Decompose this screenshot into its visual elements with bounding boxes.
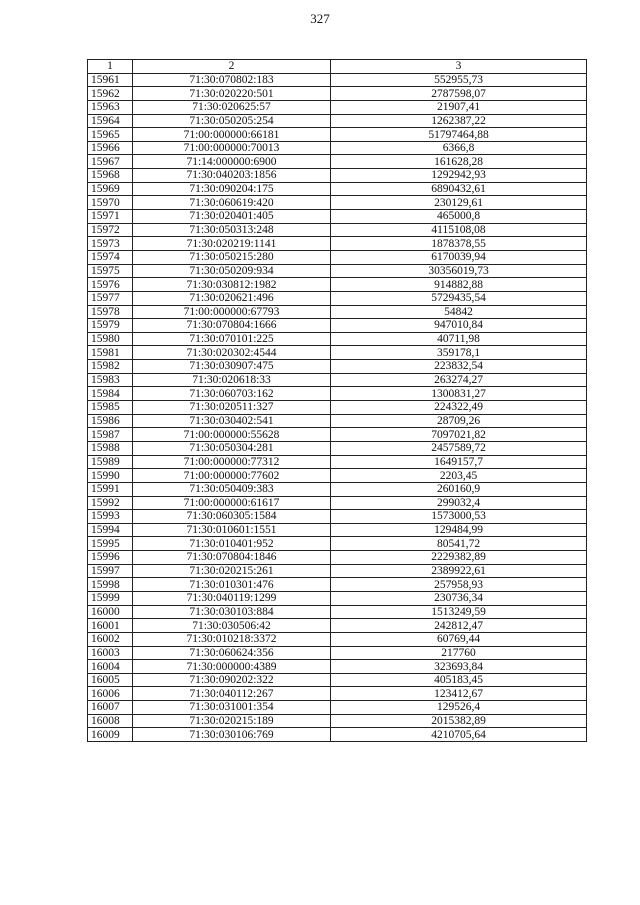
cadastral-number-cell: 71:14:000000:6900 xyxy=(133,155,331,169)
value-cell: 465000,8 xyxy=(331,210,587,224)
table-row xyxy=(88,223,587,237)
value-cell: 299032,4 xyxy=(331,496,587,510)
column-header-3: 3 xyxy=(331,60,587,74)
value-cell: 60769,44 xyxy=(331,632,587,646)
table-row xyxy=(88,455,587,469)
table-row xyxy=(88,496,587,510)
table-row xyxy=(88,373,587,387)
row-number-cell: 15968 xyxy=(88,169,133,183)
value-cell: 51797464,88 xyxy=(331,128,587,142)
row-number-cell: 15995 xyxy=(88,537,133,551)
cadastral-number-cell: 71:00:000000:55628 xyxy=(133,428,331,442)
row-number-cell: 15974 xyxy=(88,250,133,264)
table-row xyxy=(88,605,587,619)
value-cell: 947010,84 xyxy=(331,319,587,333)
row-number-cell: 15973 xyxy=(88,237,133,251)
table-row xyxy=(88,578,587,592)
cadastral-number-cell: 71:30:020215:189 xyxy=(133,714,331,728)
value-cell: 1878378,55 xyxy=(331,237,587,251)
table-row xyxy=(88,523,587,537)
value-cell: 2203,45 xyxy=(331,469,587,483)
row-number-cell: 15970 xyxy=(88,196,133,210)
table-row xyxy=(88,237,587,251)
table-row xyxy=(88,141,587,155)
cadastral-number-cell: 71:30:031001:354 xyxy=(133,701,331,715)
cadastral-number-cell: 71:30:030106:769 xyxy=(133,728,331,742)
table-row xyxy=(88,87,587,101)
value-cell: 323693,84 xyxy=(331,660,587,674)
cadastral-number-cell: 71:30:030103:884 xyxy=(133,605,331,619)
cadastral-number-cell: 71:30:060703:162 xyxy=(133,387,331,401)
row-number-cell: 15975 xyxy=(88,264,133,278)
cadastral-number-cell: 71:30:020220:501 xyxy=(133,87,331,101)
cadastral-number-cell: 71:30:010401:952 xyxy=(133,537,331,551)
row-number-cell: 16005 xyxy=(88,673,133,687)
cadastral-number-cell: 71:30:050313:248 xyxy=(133,223,331,237)
value-cell: 1513249,59 xyxy=(331,605,587,619)
cadastral-number-cell: 71:30:010218:3372 xyxy=(133,632,331,646)
cadastral-number-cell: 71:30:010601:1551 xyxy=(133,523,331,537)
table-row xyxy=(88,564,587,578)
cadastral-number-cell: 71:30:050205:254 xyxy=(133,114,331,128)
table-row xyxy=(88,510,587,524)
column-header-1: 1 xyxy=(88,60,133,74)
value-cell: 28709,26 xyxy=(331,414,587,428)
cadastral-number-cell: 71:30:050409:383 xyxy=(133,482,331,496)
table-row xyxy=(88,73,587,87)
row-number-cell: 16003 xyxy=(88,646,133,660)
table-row xyxy=(88,210,587,224)
value-cell: 2787598,07 xyxy=(331,87,587,101)
value-cell: 1292942,93 xyxy=(331,169,587,183)
table-row xyxy=(88,591,587,605)
table-row xyxy=(88,305,587,319)
row-number-cell: 15972 xyxy=(88,223,133,237)
table-row xyxy=(88,551,587,565)
row-number-cell: 16004 xyxy=(88,660,133,674)
cadastral-number-cell: 71:30:060624:356 xyxy=(133,646,331,660)
value-cell: 40711,98 xyxy=(331,332,587,346)
cadastral-number-cell: 71:30:020625:57 xyxy=(133,100,331,114)
table-row xyxy=(88,387,587,401)
cadastral-number-cell: 71:30:020621:496 xyxy=(133,291,331,305)
row-number-cell: 15989 xyxy=(88,455,133,469)
row-number-cell: 15976 xyxy=(88,278,133,292)
cadastral-number-cell: 71:30:090202:322 xyxy=(133,673,331,687)
value-cell: 260160,9 xyxy=(331,482,587,496)
cadastral-number-cell: 71:30:070804:1666 xyxy=(133,319,331,333)
value-cell: 129484,99 xyxy=(331,523,587,537)
table-row xyxy=(88,632,587,646)
cadastral-number-cell: 71:30:020302:4544 xyxy=(133,346,331,360)
value-cell: 161628,28 xyxy=(331,155,587,169)
table-row xyxy=(88,482,587,496)
value-cell: 6366,8 xyxy=(331,141,587,155)
row-number-cell: 15978 xyxy=(88,305,133,319)
cadastral-number-cell: 71:30:060305:1584 xyxy=(133,510,331,524)
row-number-cell: 15992 xyxy=(88,496,133,510)
row-number-cell: 16008 xyxy=(88,714,133,728)
cadastral-number-cell: 71:30:020219:1141 xyxy=(133,237,331,251)
cadastral-number-cell: 71:30:030907:475 xyxy=(133,360,331,374)
cadastral-number-cell: 71:30:040112:267 xyxy=(133,687,331,701)
row-number-cell: 16000 xyxy=(88,605,133,619)
cadastral-number-cell: 71:00:000000:66181 xyxy=(133,128,331,142)
cadastral-number-cell: 71:30:040203:1856 xyxy=(133,169,331,183)
row-number-cell: 15987 xyxy=(88,428,133,442)
value-cell: 242812,47 xyxy=(331,619,587,633)
value-cell: 257958,93 xyxy=(331,578,587,592)
table-row xyxy=(88,196,587,210)
table-row xyxy=(88,332,587,346)
table-row xyxy=(88,128,587,142)
table-header-row xyxy=(88,60,587,74)
column-header-2: 2 xyxy=(133,60,331,74)
table-row xyxy=(88,114,587,128)
table-row xyxy=(88,537,587,551)
row-number-cell: 15991 xyxy=(88,482,133,496)
row-number-cell: 15969 xyxy=(88,182,133,196)
page-number: 327 xyxy=(310,11,330,26)
row-number-cell: 15998 xyxy=(88,578,133,592)
table-row xyxy=(88,264,587,278)
cadastral-number-cell: 71:00:000000:70013 xyxy=(133,141,331,155)
value-cell: 54842 xyxy=(331,305,587,319)
cadastral-number-cell: 71:00:000000:61617 xyxy=(133,496,331,510)
cadastral-number-cell: 71:30:020401:405 xyxy=(133,210,331,224)
value-cell: 7097021,82 xyxy=(331,428,587,442)
row-number-cell: 15996 xyxy=(88,551,133,565)
cadastral-number-cell: 71:30:030506:42 xyxy=(133,619,331,633)
value-cell: 6890432,61 xyxy=(331,182,587,196)
row-number-cell: 15999 xyxy=(88,591,133,605)
cadastral-number-cell: 71:30:050215:280 xyxy=(133,250,331,264)
table-row xyxy=(88,428,587,442)
value-cell: 2389922,61 xyxy=(331,564,587,578)
table-row xyxy=(88,155,587,169)
cadastral-number-cell: 71:30:070802:183 xyxy=(133,73,331,87)
cadastral-number-cell: 71:30:060619:420 xyxy=(133,196,331,210)
value-cell: 1262387,22 xyxy=(331,114,587,128)
value-cell: 2015382,89 xyxy=(331,714,587,728)
value-cell: 1573000,53 xyxy=(331,510,587,524)
table-row xyxy=(88,100,587,114)
value-cell: 129526,4 xyxy=(331,701,587,715)
row-number-cell: 16007 xyxy=(88,701,133,715)
value-cell: 230129,61 xyxy=(331,196,587,210)
cadastral-number-cell: 71:00:000000:67793 xyxy=(133,305,331,319)
value-cell: 6170039,94 xyxy=(331,250,587,264)
value-cell: 217760 xyxy=(331,646,587,660)
cadastral-number-cell: 71:30:030402:541 xyxy=(133,414,331,428)
value-cell: 80541,72 xyxy=(331,537,587,551)
row-number-cell: 15990 xyxy=(88,469,133,483)
table-row xyxy=(88,701,587,715)
row-number-cell: 15979 xyxy=(88,319,133,333)
row-number-cell: 15963 xyxy=(88,100,133,114)
row-number-cell: 15993 xyxy=(88,510,133,524)
cadastral-number-cell: 71:30:050304:281 xyxy=(133,441,331,455)
data-table xyxy=(87,59,587,742)
table-row xyxy=(88,182,587,196)
table-row xyxy=(88,414,587,428)
value-cell: 21907,41 xyxy=(331,100,587,114)
cadastral-number-cell: 71:30:010301:476 xyxy=(133,578,331,592)
row-number-cell: 15997 xyxy=(88,564,133,578)
row-number-cell: 15994 xyxy=(88,523,133,537)
row-number-cell: 16002 xyxy=(88,632,133,646)
value-cell: 5729435,54 xyxy=(331,291,587,305)
table-row xyxy=(88,441,587,455)
table-row xyxy=(88,728,587,742)
row-number-cell: 15966 xyxy=(88,141,133,155)
table-row xyxy=(88,346,587,360)
table-row xyxy=(88,360,587,374)
value-cell: 1300831,27 xyxy=(331,387,587,401)
table-row xyxy=(88,469,587,483)
value-cell: 552955,73 xyxy=(331,73,587,87)
row-number-cell: 15981 xyxy=(88,346,133,360)
value-cell: 4210705,64 xyxy=(331,728,587,742)
value-cell: 914882,88 xyxy=(331,278,587,292)
row-number-cell: 15967 xyxy=(88,155,133,169)
row-number-cell: 15980 xyxy=(88,332,133,346)
row-number-cell: 15982 xyxy=(88,360,133,374)
cadastral-number-cell: 71:30:040119:1299 xyxy=(133,591,331,605)
value-cell: 263274,27 xyxy=(331,373,587,387)
value-cell: 4115108,08 xyxy=(331,223,587,237)
row-number-cell: 15961 xyxy=(88,73,133,87)
table-row xyxy=(88,319,587,333)
table-row xyxy=(88,660,587,674)
table-row xyxy=(88,401,587,415)
cadastral-number-cell: 71:30:070101:225 xyxy=(133,332,331,346)
value-cell: 30356019,73 xyxy=(331,264,587,278)
row-number-cell: 15983 xyxy=(88,373,133,387)
value-cell: 2457589,72 xyxy=(331,441,587,455)
cadastral-number-cell: 71:30:020511:327 xyxy=(133,401,331,415)
table-row xyxy=(88,714,587,728)
value-cell: 230736,34 xyxy=(331,591,587,605)
row-number-cell: 15986 xyxy=(88,414,133,428)
table-row xyxy=(88,250,587,264)
row-number-cell: 15988 xyxy=(88,441,133,455)
cadastral-number-cell: 71:30:000000:4389 xyxy=(133,660,331,674)
cadastral-number-cell: 71:30:030812:1982 xyxy=(133,278,331,292)
row-number-cell: 15965 xyxy=(88,128,133,142)
row-number-cell: 15985 xyxy=(88,401,133,415)
table-row xyxy=(88,619,587,633)
row-number-cell: 15984 xyxy=(88,387,133,401)
row-number-cell: 16001 xyxy=(88,619,133,633)
value-cell: 123412,67 xyxy=(331,687,587,701)
row-number-cell: 15977 xyxy=(88,291,133,305)
table-row xyxy=(88,278,587,292)
row-number-cell: 15971 xyxy=(88,210,133,224)
table-row xyxy=(88,687,587,701)
table-row xyxy=(88,673,587,687)
cadastral-number-cell: 71:30:090204:175 xyxy=(133,182,331,196)
table-row xyxy=(88,169,587,183)
cadastral-number-cell: 71:30:020618:33 xyxy=(133,373,331,387)
cadastral-number-cell: 71:00:000000:77602 xyxy=(133,469,331,483)
cadastral-number-cell: 71:30:050209:934 xyxy=(133,264,331,278)
value-cell: 2229382,89 xyxy=(331,551,587,565)
row-number-cell: 15964 xyxy=(88,114,133,128)
table-row xyxy=(88,291,587,305)
cadastral-number-cell: 71:30:070804:1846 xyxy=(133,551,331,565)
row-number-cell: 16009 xyxy=(88,728,133,742)
row-number-cell: 16006 xyxy=(88,687,133,701)
value-cell: 224322,49 xyxy=(331,401,587,415)
value-cell: 223832,54 xyxy=(331,360,587,374)
cadastral-number-cell: 71:30:020215:261 xyxy=(133,564,331,578)
row-number-cell: 15962 xyxy=(88,87,133,101)
value-cell: 359178,1 xyxy=(331,346,587,360)
table-row xyxy=(88,646,587,660)
value-cell: 1649157,7 xyxy=(331,455,587,469)
value-cell: 405183,45 xyxy=(331,673,587,687)
cadastral-number-cell: 71:00:000000:77312 xyxy=(133,455,331,469)
